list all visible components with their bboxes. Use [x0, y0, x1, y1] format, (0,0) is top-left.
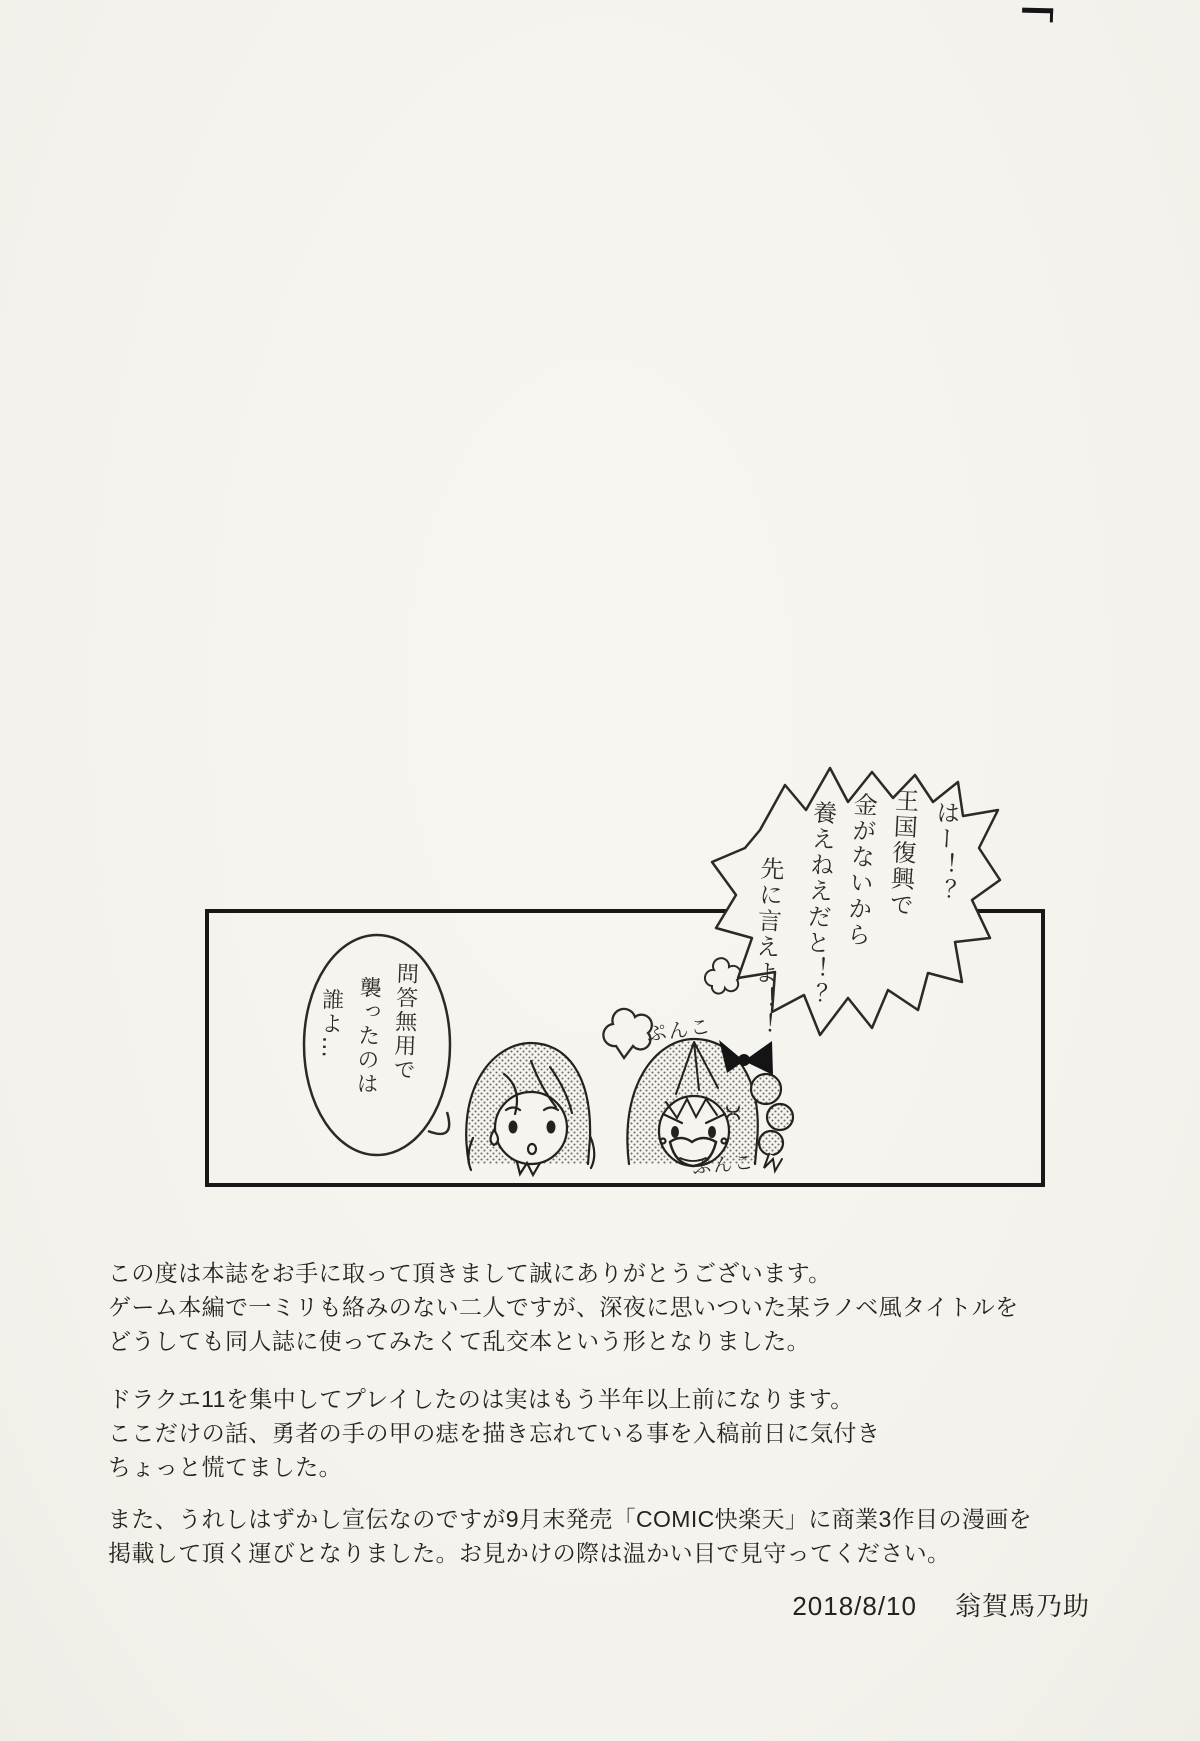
signature-date: 2018/8/10	[792, 1591, 917, 1621]
afterword-paragraph-2	[108, 1382, 1098, 1484]
reply-bubble-column: 問答無用で	[389, 961, 419, 1083]
steam-puff-small-icon	[705, 958, 741, 993]
shout-bubble-column: 養えねえだと！？	[798, 799, 838, 1009]
sfx-punko-bottom: ぷんこ	[691, 1151, 756, 1179]
afterword-line: ドラクエ11を集中してプレイしたのは実はもう半年以上前になります。	[108, 1386, 854, 1412]
scan-artifact	[1022, 8, 1053, 23]
afterword-line: 掲載して頂く運びとなりました。お見かけの際は温かい目で見守ってください。	[108, 1540, 951, 1566]
afterword-paragraph-3	[108, 1502, 1098, 1570]
afterword-line: ちょっと慌てました。	[108, 1454, 342, 1480]
reply-bubble-column: 襲ったのは	[352, 975, 382, 1097]
shout-bubble-column: 先に言えよ！！	[747, 855, 785, 1039]
afterword-line: どうしても同人誌に使ってみたくて乱交本という形となりました。	[108, 1328, 810, 1354]
character-hooded-girl	[466, 1043, 594, 1175]
afterword-line: ここだけの話、勇者の手の甲の痣を描き忘れている事を入稿前日に気付き	[108, 1420, 881, 1446]
shout-bubble-column: 金がないから	[841, 791, 878, 949]
afterword-line: この度は本誌をお手に取って頂きまして誠にありがとうございます。	[108, 1260, 832, 1286]
panel-illustration	[0, 690, 1200, 1210]
signature-line	[0, 1586, 1090, 1623]
afterword-text	[108, 1256, 1098, 1570]
shout-bubble-column: 王国復興で	[884, 787, 920, 919]
afterword-paragraph-1	[108, 1256, 1098, 1358]
comic-panel-area	[0, 690, 1200, 1210]
afterword-line: ゲーム本編で一ミリも絡みのない二人ですが、深夜に思いついた某ラノベ風タイトルを	[108, 1294, 1019, 1320]
afterword-line: また、うれしはずかし宣伝なのですが9月末発売「COMIC快楽天」に商業3作目の漫画を	[108, 1506, 1033, 1532]
shout-bubble-column: はー！？	[927, 799, 961, 905]
steam-puff-icon	[603, 1009, 651, 1058]
sfx-punko-top: ぷんこ	[644, 1013, 714, 1047]
signature-author: 翁賀馬乃助	[954, 1591, 1090, 1621]
reply-bubble-column: 誰よ…	[316, 987, 344, 1061]
